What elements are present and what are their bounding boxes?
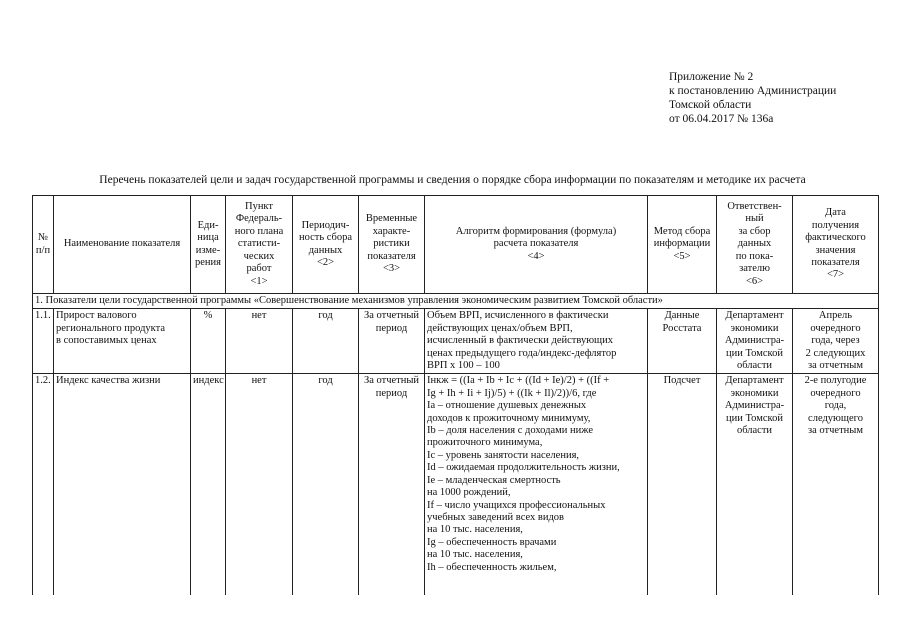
text-line: Ig + Ih + Ii + Ij)/5) + ((Ik + Il)/2))/6, где — [427, 387, 597, 399]
appendix-line: Приложение № 2 — [669, 71, 754, 83]
text-line: ции Томской — [726, 347, 783, 359]
text-line: Росстата — [662, 322, 702, 334]
text-line: Прирост валового — [56, 310, 137, 322]
text-line: Метод сбора — [653, 225, 711, 237]
cell-unit: индекс — [191, 374, 226, 598]
text-line: Еди- — [197, 219, 219, 231]
text-line: Периодич- — [301, 219, 350, 231]
page-bottom — [0, 595, 905, 640]
text-line: получения — [811, 219, 860, 231]
text-line: Ia – отношение душевых денежных — [427, 400, 587, 412]
text-line: Ie – младенческая смертность — [427, 474, 561, 486]
text-line: данных — [737, 238, 772, 250]
indicators-table — [32, 195, 879, 598]
text-line: ценах предыдущего года/индекс-дефлятор — [427, 347, 617, 359]
text-line: Ih – обеспеченность жильем, — [427, 561, 557, 573]
text-line: на 10 тыс. населения, — [427, 524, 523, 536]
text-line: года, через — [811, 335, 860, 347]
text-line: на 1000 рождений, — [427, 487, 511, 499]
text-line: Id – ожидаемая продолжительность жизни, — [427, 462, 620, 474]
text-line: Пункт — [244, 201, 273, 213]
table-header-row — [33, 196, 879, 294]
text-line: года, — [824, 400, 847, 412]
cell-time — [359, 309, 425, 374]
text-line: Наименование показателя — [63, 238, 181, 250]
text-line: <6> — [745, 275, 764, 287]
text-line: очередного — [810, 387, 861, 399]
text-line: показателя — [367, 250, 416, 262]
text-line: действующих ценах/объем ВРП, — [427, 322, 573, 334]
header-responsible — [717, 196, 793, 294]
text-line: ного плана — [234, 225, 284, 237]
text-line: За отчетный — [363, 310, 420, 322]
cell-period: год — [293, 309, 359, 374]
header-method — [648, 196, 717, 294]
header-algorithm — [425, 196, 648, 294]
header-name — [54, 196, 191, 294]
text-line: Временные — [365, 213, 418, 225]
text-line: 2 следующих — [805, 347, 866, 359]
text-line: фактического — [805, 232, 866, 244]
cell-name — [54, 309, 191, 374]
cell-num: 1.2. — [33, 374, 54, 598]
text-line: исчисленный в фактически действующих — [427, 335, 614, 347]
text-line: Ответствен- — [727, 201, 782, 213]
text-line: <3> — [382, 263, 401, 275]
text-line: Ig – обеспеченность врачами — [427, 536, 557, 548]
text-line: работ — [246, 263, 272, 275]
text-line: за сбор — [738, 225, 771, 237]
cell-method — [648, 374, 717, 598]
text-line: Объем ВРП, исчисленного в фактически — [427, 310, 609, 322]
appendix-line: Томской области — [669, 99, 752, 111]
text-line: Алгоритм формирования (формула) — [455, 225, 617, 237]
section-title: 1. Показатели цели государственной программы «Совершенствование механизмов управления экономическим развитием Томской области» — [33, 294, 879, 309]
appendix-block — [669, 70, 836, 126]
text-line: Ic – уровень занятости населения, — [427, 449, 580, 461]
cell-plan: нет — [226, 374, 293, 598]
text-line: расчета показателя — [493, 238, 579, 250]
cell-num: 1.1. — [33, 309, 54, 374]
text-line: Федераль- — [235, 213, 283, 225]
cell-algorithm — [425, 309, 648, 374]
text-line: ница — [197, 232, 219, 244]
text-line: Администра- — [724, 335, 785, 347]
header-unit — [191, 196, 226, 294]
cell-date — [793, 309, 879, 374]
table-row — [33, 374, 879, 598]
text-line: If – число учащихся профессиональных — [427, 499, 606, 511]
text-line: период — [375, 387, 408, 399]
text-line: области — [736, 360, 773, 372]
appendix-line: к постановлению Администрации — [669, 85, 837, 97]
text-line: Департамент — [725, 310, 784, 322]
text-line: зателю — [739, 263, 770, 275]
text-line: значения — [815, 244, 856, 256]
text-line: Апрель — [818, 310, 853, 322]
text-line: регионального продукта — [56, 322, 166, 334]
text-line: № — [37, 232, 49, 244]
text-line: ВРП x 100 – 100 — [427, 360, 500, 372]
section-row — [33, 294, 879, 309]
document-title: Перечень показателей цели и задач государственной программы и сведения о порядке сбора информации по показателям и методике их расчета — [99, 174, 806, 186]
text-line: период — [375, 322, 408, 334]
text-line: за отчетным — [808, 425, 863, 437]
cell-unit: % — [191, 309, 226, 374]
text-line: следующего — [808, 412, 863, 424]
header-plan — [226, 196, 293, 294]
text-line: ность сбора — [298, 232, 353, 244]
text-line: ции Томской — [726, 412, 783, 424]
text-line: Ib – доля населения с доходами ниже — [427, 425, 594, 437]
text-line: <5> — [673, 250, 691, 262]
text-line: учебных заведений всех видов — [427, 511, 565, 523]
cell-name — [54, 374, 191, 598]
cell-period: год — [293, 374, 359, 598]
text-line: очередного — [810, 322, 861, 334]
cell-method — [648, 309, 717, 374]
table-row — [33, 309, 879, 374]
text-line: <1> — [250, 275, 268, 287]
text-line: экономики — [730, 387, 779, 399]
text-line: <2> — [316, 256, 335, 268]
text-line: ческих — [243, 250, 275, 262]
cell-responsible — [717, 309, 793, 374]
text-line: Дата — [825, 207, 846, 219]
text-line: изме- — [195, 244, 221, 256]
text-line: области — [736, 425, 773, 437]
text-line: информации — [653, 238, 711, 250]
text-line: Данные — [664, 310, 700, 322]
text-line: Подсчет — [663, 375, 701, 387]
text-line: Iнкж = ((Ia + Ib + Ic + ((Id + Ie)/2) + ((If + — [427, 375, 610, 387]
text-line: <4> — [527, 250, 545, 262]
text-line: за отчетным — [808, 360, 863, 372]
text-line: на 10 тыс. населения, — [427, 549, 523, 561]
header-period — [293, 196, 359, 294]
text-line: доходов к прожиточному минимуму, — [427, 412, 591, 424]
text-line: характе- — [372, 225, 411, 237]
cell-time — [359, 374, 425, 598]
text-line: в сопоставимых ценах — [56, 335, 157, 347]
appendix-line: от 06.04.2017 № 136а — [669, 113, 774, 125]
cell-responsible — [717, 374, 793, 598]
cell-date — [793, 374, 879, 598]
text-line: рения — [195, 256, 221, 268]
text-line: За отчетный — [363, 375, 420, 387]
text-line: ный — [745, 213, 764, 225]
text-line: данных — [308, 244, 343, 256]
text-line: прожиточного минимума, — [427, 437, 543, 449]
text-line: <7> — [826, 269, 845, 281]
text-line: статисти- — [237, 238, 281, 250]
text-line: экономики — [730, 322, 779, 334]
text-line: ристики — [373, 238, 410, 250]
header-date — [793, 196, 879, 294]
cell-algorithm — [425, 374, 648, 598]
text-line: Администра- — [724, 400, 785, 412]
header-time — [359, 196, 425, 294]
text-line: п/п — [35, 244, 51, 256]
text-line: показателя — [811, 256, 860, 268]
cell-plan: нет — [226, 309, 293, 374]
text-line: по пока- — [735, 250, 774, 262]
header-num — [33, 196, 54, 294]
text-line: Индекс качества жизни — [56, 375, 161, 387]
text-line: Департамент — [725, 375, 784, 387]
text-line: 2-е полугодие — [804, 375, 867, 387]
